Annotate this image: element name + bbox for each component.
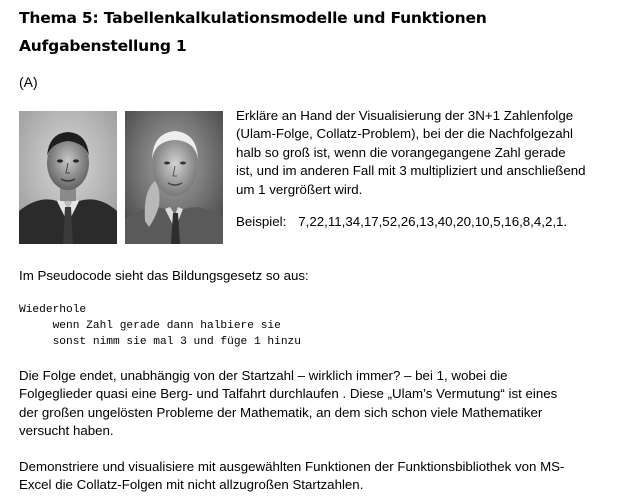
- paragraph-line: Folgeglieder quasi eine Berg- und Talfahrt durchlaufen . Diese „Ulam’s Vermutung“ ist eines: [19, 386, 558, 402]
- pseudocode-line: sonst nimm sie mal 3 und füge 1 hinzu: [19, 336, 301, 348]
- paragraph-line: versucht haben.: [19, 423, 114, 439]
- example-sequence: 7,22,11,34,17,52,26,13,40,20,10,5,16,8,4,2,1.: [298, 214, 568, 229]
- portrait-photo-mathematician-1: [19, 111, 117, 244]
- example-label: Beispiel:: [236, 214, 287, 229]
- example-line: [236, 214, 567, 229]
- paragraph-line: der großen ungelösten Probleme der Mathematik, an dem sich schon viele Mathematiker: [19, 404, 543, 420]
- paragraph-line: Excel die Collatz-Folgen mit nicht allzugroßen Startzahlen.: [19, 477, 364, 493]
- intro-line: Erkläre an Hand der Visualisierung der 3N+1 Zahlenfolge: [236, 108, 574, 123]
- intro-line: halb so groß ist, wenn die vorangegangene Zahl gerade: [236, 144, 566, 160]
- paragraph-excel-task: [19, 458, 629, 495]
- paragraph-line: Die Folge endet, unabhängig von der Startzahl – wirklich immer? – bei 1, wobei die: [19, 368, 508, 383]
- pseudocode-block: [19, 302, 301, 350]
- pseudocode-line: Wiederhole: [19, 304, 87, 316]
- paragraph-ulam-conjecture: [19, 367, 629, 441]
- task-description: [236, 107, 626, 199]
- intro-line: ist, und im anderen Fall mit 3 multipliziert und anschließend: [236, 163, 586, 179]
- intro-line: (Ulam-Folge, Collatz-Problem), bei der die Nachfolgezahl: [236, 126, 573, 142]
- intro-line: um 1 vergrößert wird.: [236, 181, 363, 197]
- section-label: (A): [19, 74, 38, 90]
- task-heading: Aufgabenstellung 1: [19, 37, 187, 55]
- pseudocode-intro: Im Pseudocode sieht das Bildungsgesetz so aus:: [19, 268, 309, 283]
- paragraph-line: Demonstriere und visualisiere mit ausgewählten Funktionen der Funktionsbibliothek von MS-: [19, 459, 565, 474]
- portrait-photo-mathematician-2: [125, 111, 223, 244]
- document-title: Thema 5: Tabellenkalkulationsmodelle und Funktionen: [19, 9, 487, 27]
- pseudocode-line: wenn Zahl gerade dann halbiere sie: [19, 320, 281, 332]
